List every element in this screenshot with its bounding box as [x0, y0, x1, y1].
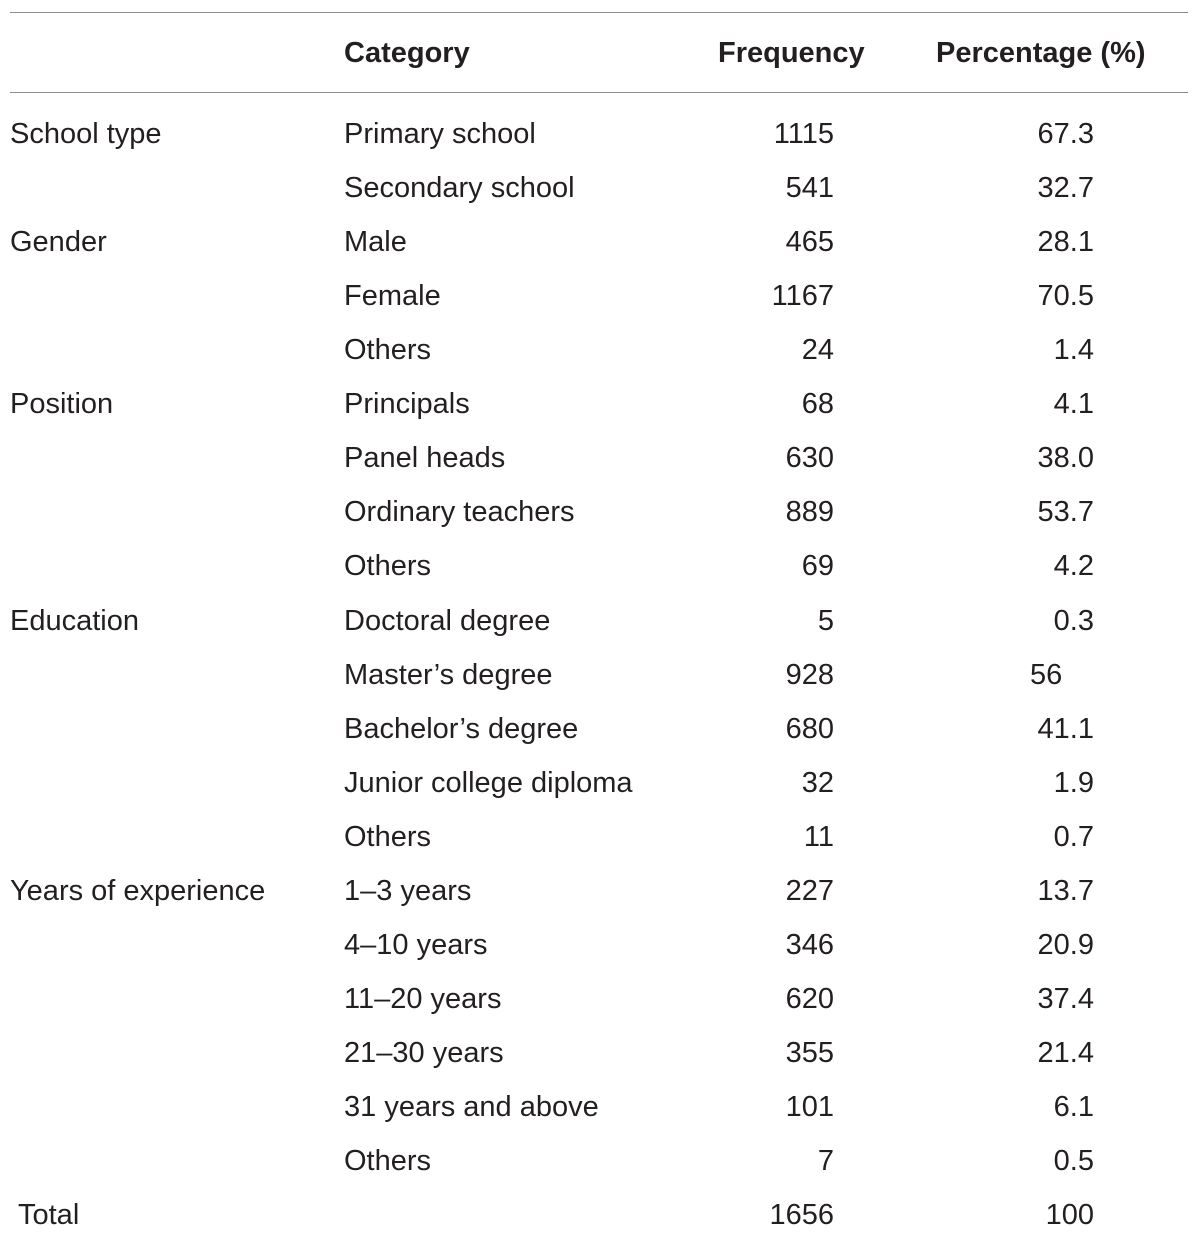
- table-row: [0, 1080, 1200, 1134]
- table-header-rule: [10, 92, 1188, 93]
- category-cell: Doctoral degree: [344, 605, 551, 637]
- percentage-cell: 38.0: [1037, 442, 1094, 474]
- percentage-cell: 67.3: [1037, 118, 1094, 150]
- total-label: Total: [18, 1199, 80, 1231]
- frequency-cell: 346: [785, 929, 834, 961]
- table-row: [0, 431, 1200, 485]
- percentage-cell: 13.7: [1037, 875, 1094, 907]
- percentage-cell: 32.7: [1037, 172, 1094, 204]
- frequency-cell: 101: [785, 1091, 834, 1123]
- percentage-cell: 28.1: [1037, 226, 1094, 258]
- category-cell: 31 years and above: [344, 1091, 599, 1123]
- frequency-cell: 68: [801, 388, 834, 420]
- table-row: [0, 539, 1200, 593]
- percentage-cell: 21.4: [1037, 1037, 1094, 1069]
- percentage-cell: 1.9: [1053, 767, 1094, 799]
- frequency-cell: 465: [785, 226, 834, 258]
- table-row: [0, 972, 1200, 1026]
- table-row: [0, 864, 1200, 918]
- percentage-cell: 56: [1030, 659, 1063, 691]
- group-cell: Years of experience: [10, 875, 266, 907]
- percentage-cell: 41.1: [1037, 713, 1094, 745]
- category-cell: Male: [344, 226, 407, 258]
- frequency-cell: 680: [785, 713, 834, 745]
- total-percentage: 100: [1045, 1199, 1094, 1231]
- group-cell: Position: [10, 388, 114, 420]
- frequency-cell: 630: [785, 442, 834, 474]
- percentage-cell: 0.7: [1053, 821, 1094, 853]
- frequency-cell: 620: [785, 983, 834, 1015]
- category-cell: Others: [344, 550, 432, 582]
- frequency-cell: 11: [803, 821, 834, 853]
- header-frequency: Frequency: [718, 37, 865, 69]
- category-cell: Secondary school: [344, 172, 575, 204]
- percentage-cell: 70.5: [1037, 280, 1094, 312]
- category-cell: 21–30 years: [344, 1037, 504, 1069]
- category-cell: 4–10 years: [344, 929, 488, 961]
- category-cell: Primary school: [344, 118, 536, 150]
- table-row: [0, 377, 1200, 431]
- frequency-cell: 889: [785, 496, 834, 528]
- percentage-cell: 37.4: [1037, 983, 1094, 1015]
- percentage-cell: 1.4: [1053, 334, 1094, 366]
- frequency-cell: 7: [817, 1145, 834, 1177]
- table-row: [0, 269, 1200, 323]
- category-cell: 11–20 years: [344, 983, 502, 1015]
- percentage-cell: 6.1: [1053, 1091, 1094, 1123]
- category-cell: Others: [344, 334, 432, 366]
- frequency-cell: 227: [785, 875, 834, 907]
- group-cell: Education: [10, 605, 139, 637]
- header-category: Category: [344, 37, 470, 69]
- category-cell: Bachelor’s degree: [344, 713, 579, 745]
- table-row: [0, 1026, 1200, 1080]
- category-cell: Ordinary teachers: [344, 496, 575, 528]
- category-cell: Panel heads: [344, 442, 506, 474]
- total-frequency: 1656: [769, 1199, 834, 1231]
- percentage-cell: 4.2: [1053, 550, 1094, 582]
- group-cell: Gender: [10, 226, 107, 258]
- percentage-cell: 0.3: [1053, 605, 1094, 637]
- category-cell: Others: [344, 821, 432, 853]
- total-row: [0, 1188, 1200, 1242]
- table-row: [0, 648, 1200, 702]
- frequency-cell: 5: [817, 605, 834, 637]
- category-cell: Master’s degree: [344, 659, 553, 691]
- table-row: [0, 756, 1200, 810]
- category-cell: Principals: [344, 388, 470, 420]
- category-cell: Junior college diploma: [344, 767, 633, 799]
- table-row: [0, 918, 1200, 972]
- table-row: [0, 107, 1200, 161]
- table-row: [0, 215, 1200, 269]
- frequency-cell: 1167: [771, 280, 834, 312]
- percentage-cell: 4.1: [1053, 388, 1094, 420]
- frequency-cell: 1115: [773, 118, 834, 150]
- percentage-cell: 0.5: [1053, 1145, 1094, 1177]
- table-top-rule: [10, 12, 1188, 13]
- table-row: [0, 323, 1200, 377]
- table-row: [0, 810, 1200, 864]
- category-cell: 1–3 years: [344, 875, 472, 907]
- frequency-cell: 541: [785, 172, 834, 204]
- table-row: [0, 1134, 1200, 1188]
- percentage-cell: 20.9: [1037, 929, 1094, 961]
- frequency-cell: 69: [801, 550, 834, 582]
- frequency-cell: 928: [785, 659, 834, 691]
- percentage-cell: 53.7: [1037, 496, 1094, 528]
- table-row: [0, 702, 1200, 756]
- header-percentage: Percentage (%): [936, 37, 1146, 69]
- table-row: [0, 594, 1200, 648]
- table-row: [0, 161, 1200, 215]
- frequency-cell: 355: [785, 1037, 834, 1069]
- category-cell: Others: [344, 1145, 432, 1177]
- frequency-cell: 24: [801, 334, 834, 366]
- table-row: [0, 485, 1200, 539]
- category-cell: Female: [344, 280, 441, 312]
- group-cell: School type: [10, 118, 162, 150]
- frequency-cell: 32: [801, 767, 834, 799]
